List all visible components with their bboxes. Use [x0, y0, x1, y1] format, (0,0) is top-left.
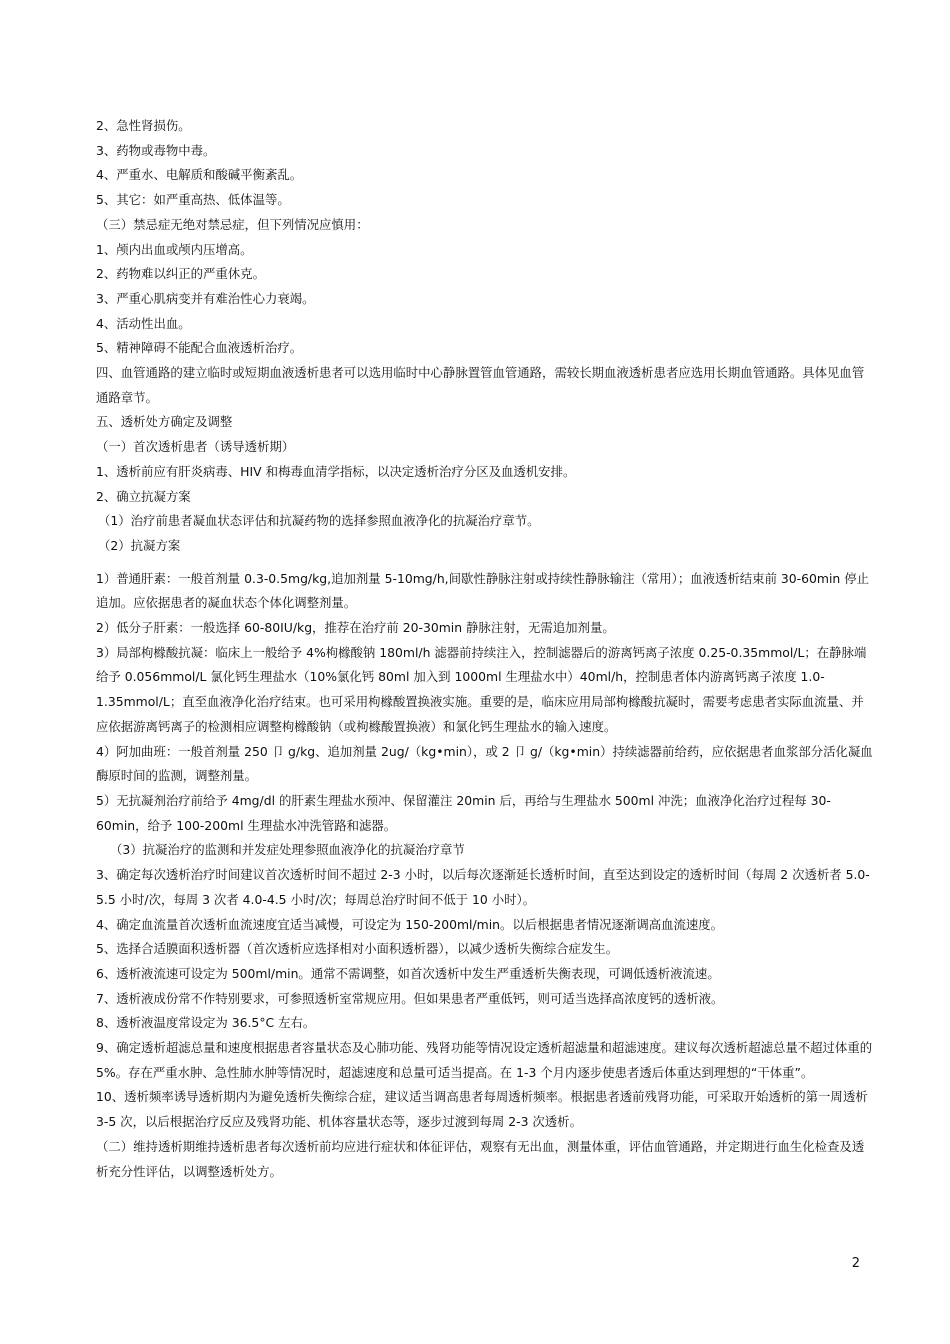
page-number: 2 — [851, 1256, 860, 1271]
text-line: 5、精神障碍不能配合血液透析治疗。 — [96, 340, 303, 356]
text-line: 2、急性肾损伤。 — [96, 118, 191, 133]
subsection-heading: （一）首次透析患者（诱导透析期） — [96, 439, 295, 455]
text-paragraph: 1）普通肝素：一般首剂量 0.3-0.5mg/kg,追加剂量 5-10mg/h,间歇性静脉注射或持续性静脉输注（常用）；血液透析结束前 30-60min 停止追加。应依据患者的凝血状态个体化调整剂量。 — [96, 570, 869, 611]
text-line: 7、透析液成份常不作特别要求，可参照透析室常规应用。但如果患者严重低钙，则可适当选择高浓度钙的透析液。 — [96, 990, 724, 1006]
text-line: 4、严重水、电解质和酸碱平衡紊乱。 — [96, 167, 303, 183]
text-paragraph: 5）无抗凝剂治疗前给予 4mg/dl 的肝素生理盐水预冲、保留灌注 20min 后，再给与生理盐水 500ml 冲洗；血液净化治疗过程每 30-60min，给予 100-200ml 生理盐水冲洗管路和滤器。 — [96, 792, 831, 833]
text-line: （三）禁忌症无绝对禁忌症，但下列情况应慎用： — [96, 216, 369, 232]
section-heading: 五、透析处方确定及调整 — [96, 414, 233, 430]
text-paragraph: 9、确定透析超滤总量和速度根据患者容量状态及心肺功能、残肾功能等情况设定透析超滤量和超滤速度。建议每次透析超滤总量不超过体重的 5%。存在严重水肿、急性肺水肿等情况时，超滤速度和总量可适当提高。在 1-3 个月内逐步使患者透后体重达到理想的“干体重”。 — [96, 1040, 873, 1080]
text-line: 6、透析液流速可设定为 500ml/min。通常不需调整，如首次透析中发生严重透析失衡表现，可调低透析液流速。 — [96, 965, 720, 981]
text-paragraph: 3）局部枸橼酸抗凝：临床上一般给予 4%枸橼酸钠 180ml/h 滤器前持续注入，控制滤器后的游离钙离子浓度 0.25-0.35mmol/L；在静脉端给予 0.056mmol/L 氯化钙生理盐水（10%氯化钙 80ml 加入到 1000ml 生理盐水中）40ml/h，控制患者体内游离钙离子浓度 1.0-1.35mmol/L；直至血液净化治疗结束。也可采用枸橼酸置换液实施。重要的是，临床应用局部枸橼酸抗凝时，需要考虑患者实际血流量、并应依据游离钙离子的检测相应调整枸橼酸钠（或枸橼酸置换液）和氯化钙生理盐水的输入速度。 — [96, 644, 867, 734]
text-line: 3、药物或毒物中毒。 — [96, 142, 216, 158]
text-line: 5、选择合适膜面积透析器（首次透析应选择相对小面积透析器），以减少透析失衡综合症发生。 — [96, 941, 619, 957]
text-paragraph: （二）维持透析期维持透析患者每次透析前均应进行症状和体征评估，观察有无出血，测量体重，评估血管通路，并定期进行血生化检查及透析充分性评估，以调整透析处方。 — [96, 1138, 865, 1179]
text-line: 1、透析前应有肝炎病毒、HIV 和梅毒血清学指标，以决定透析治疗分区及血透机安排。 — [96, 463, 576, 479]
text-line: 4、活动性出血。 — [96, 315, 191, 331]
text-line: 1、颅内出血或颅内压增高。 — [96, 241, 253, 257]
text-line: （3）抗凝治疗的监测和并发症处理参照血液净化的抗凝治疗章节 — [110, 842, 465, 858]
text-paragraph: 四、血管通路的建立临时或短期血液透析患者可以选用临时中心静脉置管血管通路，需较长期血液透析患者应选用长期血管通路。具体见血管通路章节。 — [96, 365, 865, 405]
text-line: 8、透析液温度常设定为 36.5°C 左右。 — [96, 1015, 316, 1031]
text-line: （1）治疗前患者凝血状态评估和抗凝药物的选择参照血液净化的抗凝治疗章节。 — [98, 513, 540, 529]
text-line: 2、确立抗凝方案 — [96, 488, 191, 504]
text-line: 2、药物难以纠正的严重休克。 — [96, 266, 265, 282]
text-paragraph: 10、透析频率诱导透析期内为避免透析失衡综合症，建议适当调高患者每周透析频率。根据患者透前残肾功能，可采取开始透析的第一周透析 3-5 次，以后根据治疗反应及残肾功能、机体容量状态等，逐步过渡到每周 2-3 次透析。 — [96, 1089, 868, 1130]
document-body — [96, 114, 876, 1184]
text-line: 4、确定血流量首次透析血流速度宜适当减慢，可设定为 150-200ml/min。以后根据患者情况逐渐调高血流速度。 — [96, 916, 724, 932]
text-line: 2）低分子肝素：一般选择 60-80IU/kg，推荐在治疗前 20-30min 静脉注射，无需追加剂量。 — [96, 620, 615, 636]
text-line: 3、严重心肌病变并有难治性心力衰竭。 — [96, 290, 315, 306]
text-line: （2）抗凝方案 — [98, 537, 181, 553]
text-paragraph: 4）阿加曲班：一般首剂量 250 卩 g/kg、追加剂量 2ug/（kg•min），或 2 卩 g/（kg•min）持续滤器前给药，应依据患者血浆部分活化凝血酶原时间的监测，调整剂量。 — [96, 743, 873, 784]
text-line: 5、其它：如严重高热、低体温等。 — [96, 192, 290, 208]
text-paragraph: 3、确定每次透析治疗时间建议首次透析时间不超过 2-3 小时，以后每次逐渐延长透析时间，直至达到设定的透析时间（每周 2 次透析者 5.0-5.5 小时/次，每周 3 次者 4.0-4.5 小时/次；每周总治疗时间不低于 10 小时）。 — [96, 867, 870, 907]
